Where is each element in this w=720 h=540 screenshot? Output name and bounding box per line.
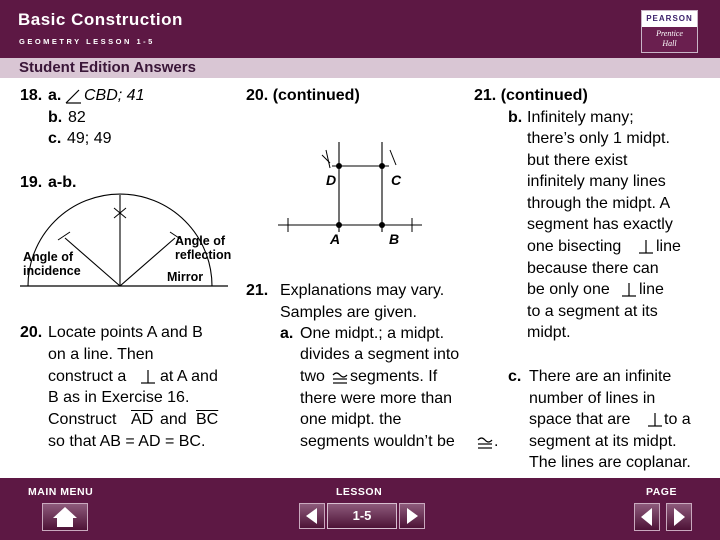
perpendicular-symbol-icon	[620, 281, 638, 299]
q21-b-line-10: to a segment at its	[527, 303, 658, 320]
q21-a-line-6: segments wouldn’t be	[300, 433, 455, 450]
q21-c-line-5: The lines are coplanar.	[529, 454, 691, 471]
lesson-subtitle: GEOMETRY LESSON 1-5	[19, 37, 155, 46]
point-b-label: B	[389, 231, 400, 247]
perpendicular-symbol-icon	[637, 238, 655, 256]
segment-bc: $\overline{BC}$	[196, 411, 219, 428]
q21-b-line-2: there’s only 1 midpt.	[527, 130, 670, 147]
q21-b-line-11: midpt.	[527, 324, 571, 341]
q21-c-line-3b: to a	[664, 411, 691, 428]
q21-line-2: Samples are given.	[280, 304, 417, 321]
section-title: Student Edition Answers	[19, 59, 196, 76]
lesson-label: LESSON	[336, 486, 383, 498]
q21-b-line-3: but there exist	[527, 152, 628, 169]
point-d-label: D	[326, 172, 337, 188]
q21-a-line-1: One midpt.; a midpt.	[300, 325, 445, 342]
q20-number: 20.	[20, 324, 43, 341]
reflection-label-1: Angle of	[175, 234, 225, 248]
q18-b-text: 82	[68, 109, 86, 126]
q20-line-3b: at A and	[160, 368, 218, 385]
q21-a-line-4: there were more than	[300, 390, 453, 407]
main-menu-label: MAIN MENU	[28, 486, 94, 498]
q18-a-text: CBD; 41	[84, 87, 145, 104]
q20-line-6: so that AB = AD = BC.	[48, 433, 206, 450]
page-label: PAGE	[646, 486, 677, 498]
q21-c-line-4: segment at its midpt.	[529, 433, 677, 450]
q21-a-line-5: one midpt. the	[300, 411, 402, 428]
q21-b-line-8: because there can	[527, 260, 659, 277]
q20-line-3a: construct a	[48, 368, 127, 385]
q21-a-period: .	[494, 433, 499, 450]
q19-text: a-b.	[48, 174, 77, 191]
congruent-symbol-icon	[476, 433, 494, 451]
q21-b-line-7a: one bisecting	[527, 238, 622, 255]
segment-ad: $\overline{AD}$	[131, 411, 154, 428]
right-arrow-icon	[400, 504, 424, 528]
q20-line-1: Locate points A and B	[48, 324, 203, 341]
q18-number: 18.	[20, 87, 43, 104]
next-lesson-button[interactable]	[399, 503, 425, 529]
q21-b-line-5: through the midpt. A	[527, 195, 671, 212]
perpendicular-symbol-icon	[646, 411, 664, 429]
q21-b-letter: b.	[508, 109, 523, 126]
reflection-label-2: reflection	[175, 248, 232, 262]
previous-page-button[interactable]	[634, 503, 660, 531]
right-arrow-icon	[667, 504, 691, 530]
point-a-label: A	[330, 231, 341, 247]
q21-b-line-7b: line	[656, 238, 681, 255]
q21-line-1: Explanations may vary.	[280, 282, 445, 299]
q20-line-2: on a line. Then	[48, 346, 154, 363]
incidence-label-2: incidence	[23, 264, 81, 278]
q21-b-line-6: segment has exactly	[527, 216, 673, 233]
q20-continued-heading: 20. (continued)	[246, 87, 360, 104]
q21-a-line-2: divides a segment into	[300, 346, 460, 363]
q21-number: 21.	[246, 282, 269, 299]
q21-a-line-3b: segments. If	[350, 368, 438, 385]
q19-number: 19.	[20, 174, 43, 191]
q21-b-line-1: Infinitely many;	[527, 109, 634, 126]
lesson-number: 1-5	[327, 503, 397, 529]
page-title: Basic Construction	[18, 10, 183, 29]
q21-c-line-3a: space that are	[529, 411, 631, 428]
next-page-button[interactable]	[666, 503, 692, 531]
q21-c-line-1: There are an infinite	[529, 368, 672, 385]
main-menu-button[interactable]	[42, 503, 88, 531]
home-icon	[43, 504, 87, 530]
q18-b-letter: b.	[48, 109, 63, 126]
incidence-label-1: Angle of	[23, 250, 73, 264]
q21-continued-heading: 21. (continued)	[474, 87, 588, 104]
logo-line-1: Prentice	[656, 29, 683, 38]
left-arrow-icon	[300, 504, 324, 528]
q21-c-line-2: number of lines in	[529, 390, 656, 407]
logo-top-text: PEARSON	[642, 11, 697, 27]
q18-c-letter: c.	[48, 130, 62, 147]
q20-and: and	[160, 411, 187, 428]
logo-line-2: Hall	[662, 39, 677, 48]
q18-a-letter: a.	[48, 87, 62, 104]
q21-b-line-4: infinitely many lines	[527, 173, 666, 190]
q21-b-line-9b: line	[639, 281, 664, 298]
q21-a-letter: a.	[280, 325, 294, 342]
q18-c-text: 49; 49	[67, 130, 112, 147]
q20-line-5a: Construct	[48, 411, 117, 428]
point-c-label: C	[391, 172, 402, 188]
q21-b-line-9a: be only one	[527, 281, 610, 298]
q21-c-letter: c.	[508, 368, 522, 385]
q21-a-line-3a: two	[300, 368, 325, 385]
left-arrow-icon	[635, 504, 659, 530]
congruent-symbol-icon	[331, 368, 349, 386]
q20-line-4: B as in Exercise 16.	[48, 389, 190, 406]
mirror-label: Mirror	[167, 270, 204, 284]
previous-lesson-button[interactable]	[299, 503, 325, 529]
